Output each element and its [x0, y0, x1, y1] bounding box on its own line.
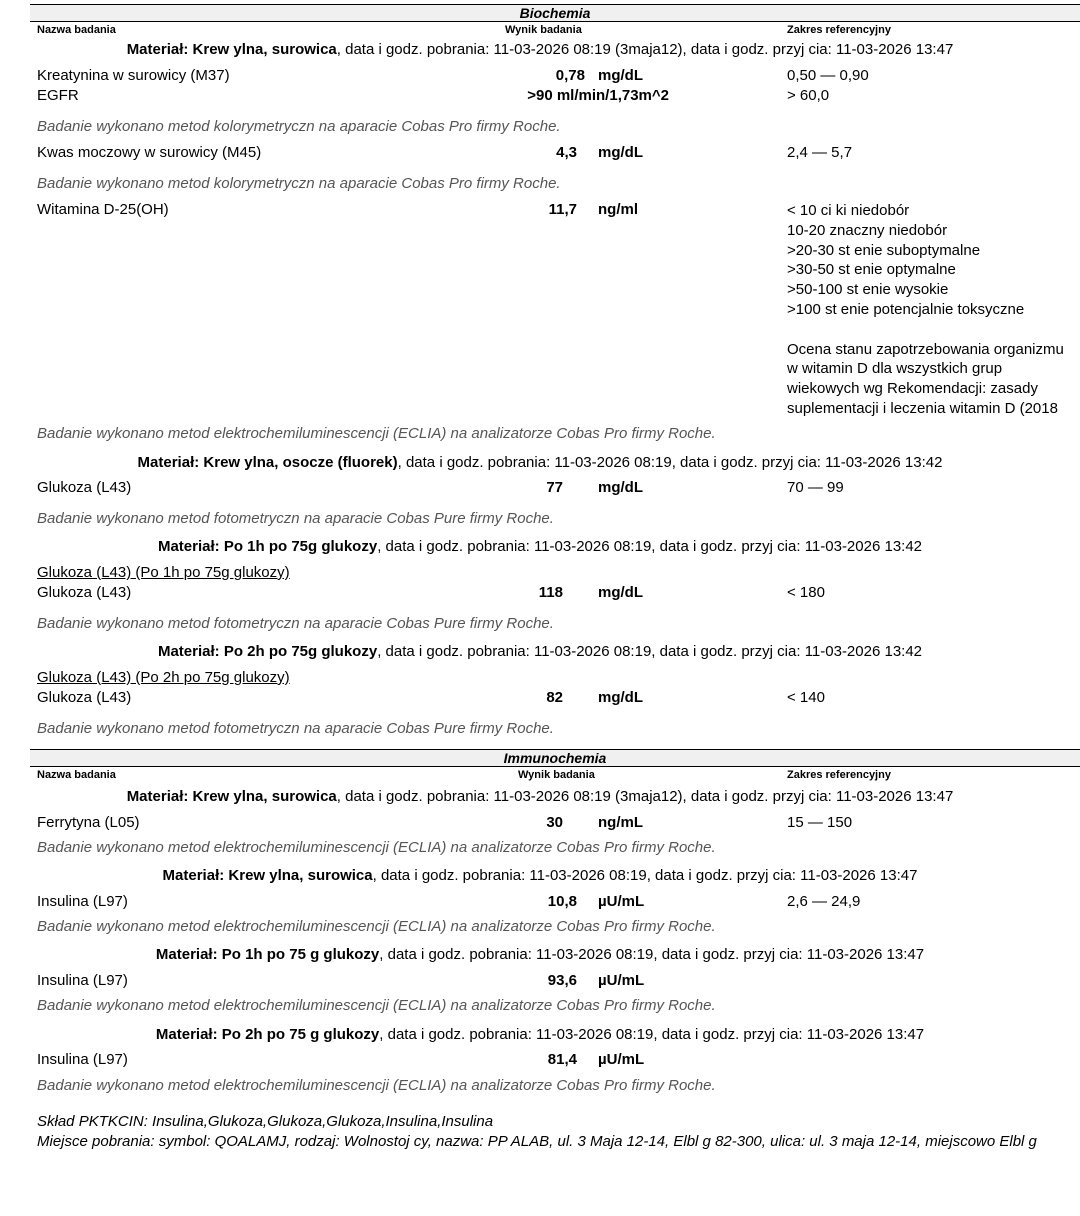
material-line: Materiał: Po 2h po 75g glukozy, data i godz. pobrania: 11-03-2026 08:19, data i godz. przyj cia: 11-03-2026 13:42 [157, 643, 923, 660]
test-value: 93,6 [547, 972, 577, 989]
test-unit: µU/mL [598, 1051, 645, 1068]
test-name: Witamina D-25(OH) [37, 201, 169, 218]
range-line: >100 st enie potencjalnie toksyczne [787, 300, 1025, 318]
test-range: < 180 [787, 584, 825, 601]
range-line: Ocena stanu zapotrzebowania organizmu [787, 340, 1064, 358]
test-value: >90 ml/min/1,73m^2 [527, 87, 669, 104]
test-range: > 60,0 [787, 87, 830, 104]
test-range: 2,6 — 24,9 [787, 893, 861, 910]
test-unit: mg/dL [598, 67, 643, 84]
range-line: suplementacji i leczenia witamin D (2018 [787, 399, 1058, 417]
method-note: Badanie wykonano metod elektrochemiluminescencji (ECLIA) na analizatorze Cobas Pro firmy Roche. [37, 918, 716, 935]
method-note: Badanie wykonano metod elektrochemiluminescencji (ECLIA) na analizatorze Cobas Pro firmy Roche. [37, 839, 716, 856]
test-value: 82 [546, 689, 563, 706]
section-immunochemia-title: Immunochemia [30, 749, 1080, 767]
test-unit: mg/dL [598, 144, 643, 161]
test-range-multiline [787, 201, 1064, 419]
test-value: 81,4 [547, 1051, 577, 1068]
test-name: Glukoza (L43) [37, 479, 132, 496]
test-name: Glukoza (L43) [37, 689, 132, 706]
test-value: 77 [546, 479, 563, 496]
material-line: Materiał: Po 1h po 75g glukozy, data i godz. pobrania: 11-03-2026 08:19, data i godz. przyj cia: 11-03-2026 13:42 [157, 538, 923, 555]
method-note: Badanie wykonano metod kolorymetryczn na aparacie Cobas Pro firmy Roche. [37, 118, 561, 135]
test-value: 30 [546, 814, 563, 831]
test-unit: µU/mL [598, 972, 645, 989]
method-note: Badanie wykonano metod elektrochemiluminescencji (ECLIA) na analizatorze Cobas Pro firmy Roche. [37, 1077, 716, 1094]
header-name: Nazwa badania [37, 24, 116, 36]
test-name: Kwas moczowy w surowicy (M45) [37, 144, 262, 161]
range-line: wiekowych wg Rekomendacji: zasady [787, 380, 1038, 398]
method-note: Badanie wykonano metod kolorymetryczn na aparacie Cobas Pro firmy Roche. [37, 175, 561, 192]
range-line: < 10 ci ki niedobór [787, 202, 910, 219]
range-line [787, 320, 1064, 340]
test-value: 4,3 [556, 144, 577, 161]
header-result: Wynik badania [505, 24, 582, 36]
test-name: Kreatynina w surowicy (M37) [37, 67, 230, 84]
method-note: Badanie wykonano metod fotometryczn na aparacie Cobas Pure firmy Roche. [37, 615, 554, 632]
test-unit: mg/dL [598, 689, 643, 706]
composition-note: Skład PKTKCIN: Insulina,Glukoza,Glukoza,Glukoza,Insulina,Insulina [37, 1113, 494, 1130]
range-line: >30-50 st enie optymalne [787, 261, 956, 279]
method-note: Badanie wykonano metod fotometryczn na aparacie Cobas Pure firmy Roche. [37, 720, 554, 737]
test-value: 118 [538, 584, 563, 601]
material-line: Materiał: Po 1h po 75 g glukozy, data i godz. pobrania: 11-03-2026 08:19, data i godz. przyj cia: 11-03-2026 13:47 [155, 946, 925, 963]
material-line: Materiał: Po 2h po 75 g glukozy, data i godz. pobrania: 11-03-2026 08:19, data i godz. przyj cia: 11-03-2026 13:47 [155, 1026, 925, 1043]
header-range: Zakres referencyjny [787, 24, 891, 36]
material-line: Materiał: Krew ylna, surowica, data i godz. pobrania: 11-03-2026 08:19 (3maja12), data i godz. przyj cia: 11-03-2026 13:47 [126, 788, 954, 805]
test-name: Glukoza (L43) [37, 584, 132, 601]
method-note: Badanie wykonano metod elektrochemiluminescencji (ECLIA) na analizatorze Cobas Pro firmy Roche. [37, 425, 716, 442]
test-unit: ng/ml [598, 201, 638, 218]
collection-place-note: Miejsce pobrania: symbol: QOALAMJ, rodzaj: Wolnostoj cy, nazwa: PP ALAB, ul. 3 Maja 12-14, Elbl g 82-300, ulica: ul. 3 maja 12-14, miejscowo Elbl g [37, 1133, 1037, 1150]
test-range: 0,50 — 0,90 [787, 67, 869, 84]
test-range: < 140 [787, 689, 825, 706]
test-name: Insulina (L97) [37, 893, 128, 910]
test-unit: ng/mL [598, 814, 643, 831]
range-line: w witamin D dla wszystkich grup [787, 360, 1003, 378]
range-line: >50-100 st enie wysokie [787, 281, 949, 299]
test-unit: mg/dL [598, 584, 643, 601]
test-unit: mg/dL [598, 479, 643, 496]
header-result: Wynik badania [518, 769, 595, 781]
test-value: 11,7 [548, 201, 577, 218]
method-note: Badanie wykonano metod elektrochemiluminescencji (ECLIA) na analizatorze Cobas Pro firmy Roche. [37, 997, 716, 1014]
test-range: 70 — 99 [787, 479, 844, 496]
test-name: Insulina (L97) [37, 1051, 128, 1068]
material-line: Materiał: Krew ylna, surowica, data i godz. pobrania: 11-03-2026 08:19 (3maja12), data i godz. przyj cia: 11-03-2026 13:47 [126, 41, 954, 58]
test-unit: µU/mL [598, 893, 645, 910]
method-note: Badanie wykonano metod fotometryczn na aparacie Cobas Pure firmy Roche. [37, 510, 554, 527]
test-name: Insulina (L97) [37, 972, 128, 989]
test-value: 10,8 [547, 893, 577, 910]
test-group-title: Glukoza (L43) (Po 1h po 75g glukozy) [37, 564, 290, 581]
material-line: Materiał: Krew ylna, osocze (fluorek), data i godz. pobrania: 11-03-2026 08:19, data i godz. przyj cia: 11-03-2026 13:42 [137, 454, 943, 471]
test-value: 0,78 [555, 67, 585, 84]
header-name: Nazwa badania [37, 769, 116, 781]
test-name: EGFR [37, 87, 79, 104]
test-group-title: Glukoza (L43) (Po 2h po 75g glukozy) [37, 669, 290, 686]
section-biochemia-title: Biochemia [30, 4, 1080, 22]
material-line: Materiał: Krew ylna, surowica, data i godz. pobrania: 11-03-2026 08:19, data i godz. przyj cia: 11-03-2026 13:47 [162, 867, 918, 884]
range-line: >20-30 st enie suboptymalne [787, 241, 981, 259]
range-line: 10-20 znaczny niedobór [787, 221, 948, 239]
test-range: 15 — 150 [787, 814, 853, 831]
test-name: Ferrytyna (L05) [37, 814, 140, 831]
header-range: Zakres referencyjny [787, 769, 891, 781]
test-range: 2,4 — 5,7 [787, 144, 853, 161]
